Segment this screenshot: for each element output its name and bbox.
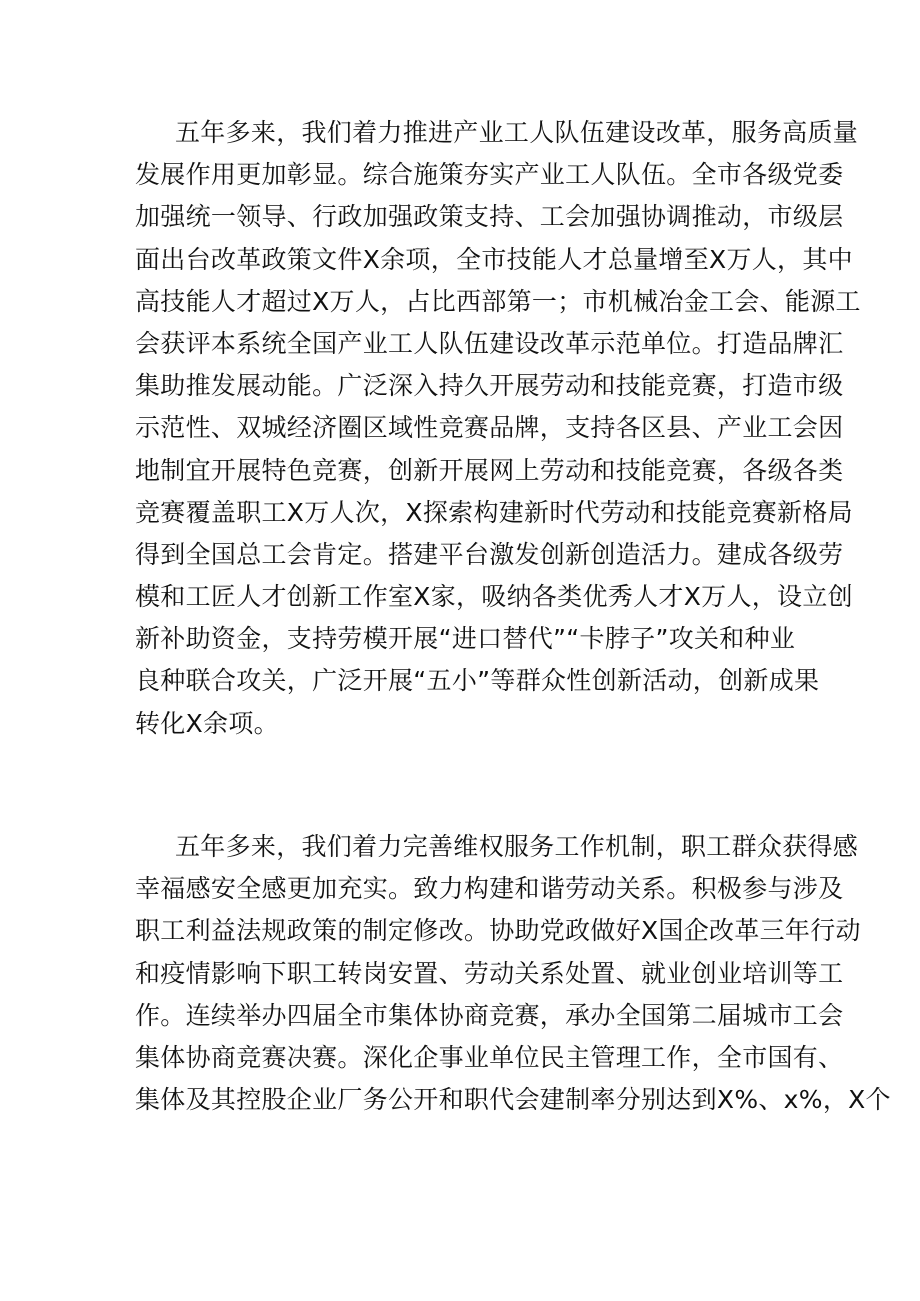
- text-line: 集助推发展动能。广泛深入持久开展劳动和技能竞赛，打造市级: [135, 371, 844, 401]
- text-line: 职工利益法规政策的制定修改。协助党政做好X国企改革三年行动: [135, 916, 861, 946]
- text-line: 良种联合攻关，广泛开展“五小”等群众性创新活动，创新成果: [135, 666, 820, 696]
- text-line: 发展作用更加彰显。综合施策夯实产业工人队伍。全市各级党委: [135, 160, 844, 190]
- text-line: 地制宜开展特色竞赛，创新开展网上劳动和技能竞赛，各级各类: [135, 455, 844, 485]
- text-line: 高技能人才超过X万人，占比西部第一；市机械冶金工会、能源工: [135, 286, 861, 316]
- text-line: 集体及其控股企业厂务公开和职代会建制率分别达到X%、x%，X个: [135, 1085, 891, 1115]
- text-line: 示范性、双城经济圈区域性竞赛品牌，支持各区县、产业工会因: [135, 413, 844, 443]
- paragraph-1: [135, 112, 861, 745]
- text-line: 集体协商竞赛决赛。深化企事业单位民主管理工作，全市国有、: [135, 1042, 844, 1072]
- text-line: 模和工匠人才创新工作室X家，吸纳各类优秀人才X万人，设立创: [135, 582, 853, 612]
- text-line: 转化X余项。: [135, 708, 279, 738]
- text-line: 面出台改革政策文件X余项，全市技能人才总量增至X万人，其中: [135, 244, 853, 274]
- text-line: 作。连续举办四届全市集体协商竞赛，承办全国第二届城市工会: [135, 1000, 844, 1030]
- text-line: 幸福感安全感更加充实。致力构建和谐劳动关系。积极参与涉及: [135, 874, 844, 904]
- text-line: 五年多来，我们着力推进产业工人队伍建设改革，服务高质量: [175, 118, 859, 147]
- paragraph-2: [135, 826, 891, 1121]
- text-line: 会获评本系统全国产业工人队伍建设改革示范单位。打造品牌汇: [135, 328, 844, 358]
- text-line: 五年多来，我们着力完善维权服务工作机制，职工群众获得感: [175, 832, 859, 861]
- text-line: 得到全国总工会肯定。搭建平台激发创新创造活力。建成各级劳: [135, 539, 844, 569]
- text-line: 加强统一领导、行政加强政策支持、工会加强协调推动，市级层: [135, 202, 844, 232]
- text-line: 竞赛覆盖职工X万人次，X探索构建新时代劳动和技能竞赛新格局: [135, 497, 853, 527]
- text-line: 新补助资金，支持劳模开展“进口替代”“卡脖子”攻关和种业: [135, 624, 796, 654]
- text-line: 和疫情影响下职工转岗安置、劳动关系处置、就业创业培训等工: [135, 958, 844, 988]
